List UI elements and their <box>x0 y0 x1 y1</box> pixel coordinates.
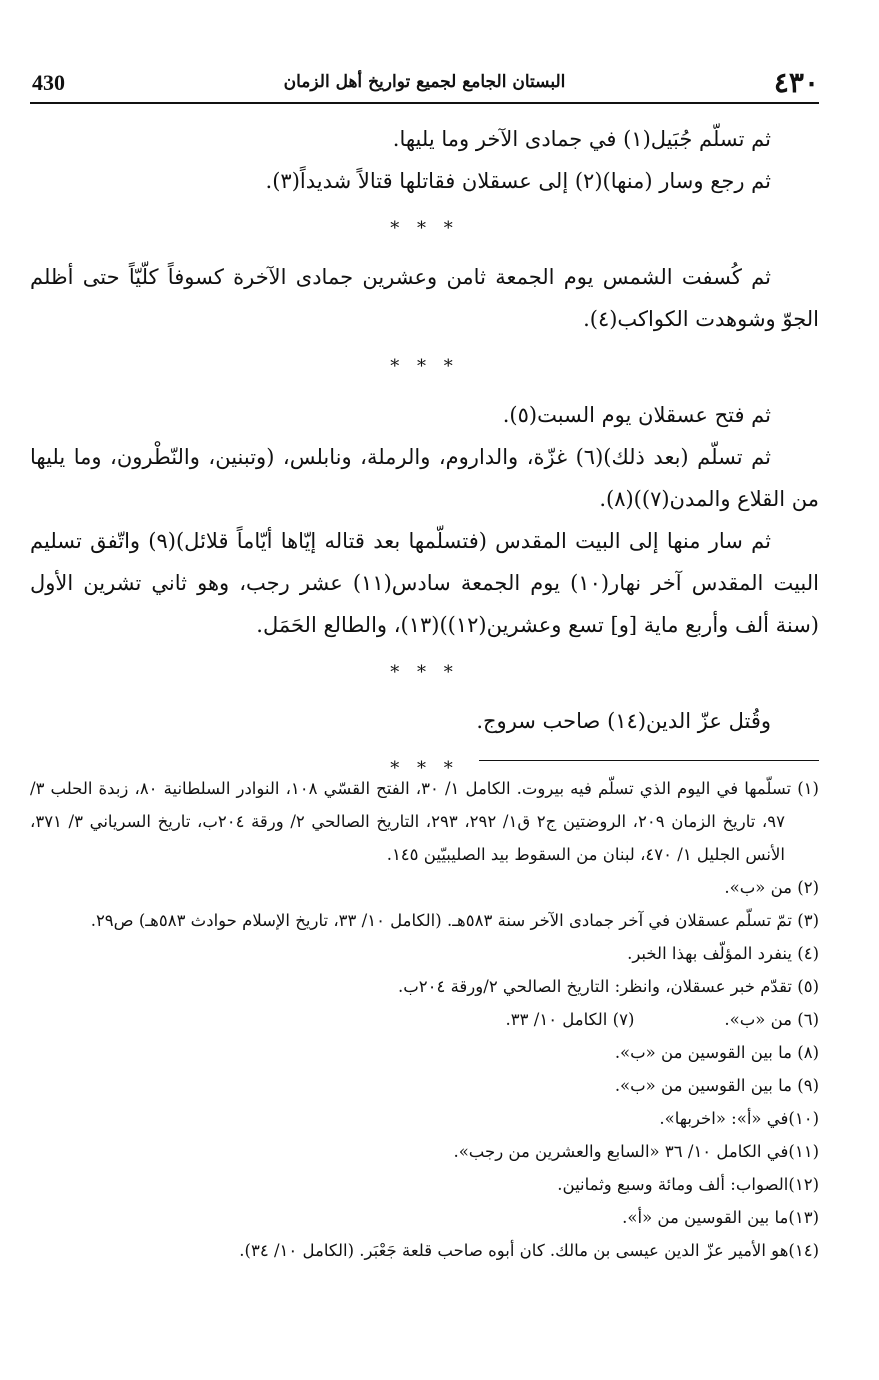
footnote-rule <box>479 760 819 761</box>
paragraph-4: ثم فتح عسقلان يوم السبت(٥). <box>502 403 771 427</box>
paragraph-5: ثم تسلّم (بعد ذلك)(٦) غزّة، والداروم، والرملة، ونابلس، (وتبنين، والنّطْرون، وما يليها من القلاع والمدن(٧))(٨). <box>30 445 819 511</box>
footnote-2: (٢) من «ب». <box>724 878 819 897</box>
footnote-11: (١١)في الكامل ١٠/ ٣٦ «السابع والعشرين من رجب». <box>453 1142 819 1161</box>
footnote-4: (٤) ينفرد المؤلّف بهذا الخبر. <box>627 944 819 963</box>
section-separator: * * * <box>390 356 459 377</box>
footnote-5: (٥) تقدّم خبر عسقلان، وانظر: التاريخ الصالحي ٢/ورقة ٢٠٤ب. <box>397 977 819 996</box>
section-separator: * * * <box>390 662 459 683</box>
section-separator: * * * <box>390 218 459 239</box>
footnote-12: (١٢)الصواب: ألف ومائة وسبع وثمانين. <box>557 1175 819 1194</box>
footnotes <box>30 772 819 1267</box>
footnote-8: (٨) ما بين القوسين من «ب». <box>614 1043 819 1062</box>
footnote-6: (٦) من «ب». <box>724 1010 819 1029</box>
paragraph-1: ثم تسلّم جُبَيل(١) في جمادى الآخر وما يليها. <box>392 127 771 151</box>
section-separator: * * * <box>390 758 459 779</box>
paragraph-6: ثم سار منها إلى البيت المقدس (فتسلّمها بعد قتاله إيّاها أيّاماً قلائل)(٩) واتّفق تسليم البيت المقدس آخر نهار(١٠) يوم الجمعة سادس(١١) عشر رجب، وهو ثاني تشرين الأول (سنة ألف وأربع ماية [و] تسع وعشرين(١٢))(١٣)، والطالع الحَمَل. <box>30 529 820 637</box>
running-title: البستان الجامع لجميع تواريخ أهل الزمان <box>283 72 566 92</box>
main-text <box>30 118 819 796</box>
page-number-latin: 430 <box>32 70 65 95</box>
footnote-1: (١) تسلّمها في اليوم الذي تسلّم فيه بيروت. الكامل ١/ ٣٠، الفتح القسّي ١٠٨، النوادر السلطانية ٨٠، زبدة الحلب ٣/ ٩٧، تاريخ الزمان ٢٠٩، الروضتين ج٢ ق١/ ٢٩٢، ٢٩٣، التاريخ الصالحي ٢/ ورقة ٢٠٤ب، تاريخ السرياني ٣/ ٣٧١، الأنس الجليل ١/ ٤٧٠، لبنان من السقوط بيد الصليبيّين ١٤٥. <box>30 779 819 864</box>
footnote-9: (٩) ما بين القوسين من «ب». <box>614 1076 819 1095</box>
paragraph-7: وقُتل عزّ الدين(١٤) صاحب سروج. <box>476 709 771 733</box>
page-header <box>30 62 819 104</box>
footnote-10: (١٠)في «أ»: «اخربها». <box>659 1109 819 1128</box>
paragraph-2: ثم رجع وسار (منها)(٢) إلى عسقلان فقاتلها قتالاً شديداً(٣). <box>265 169 771 193</box>
footnote-3: (٣) تمّ تسلّم عسقلان في آخر جمادى الآخر سنة ٥٨٣هـ. (الكامل ١٠/ ٣٣، تاريخ الإسلام حوادث ٥٨٣هـ) ص٢٩. <box>90 911 819 930</box>
footnote-7: (٧) الكامل ١٠/ ٣٣. <box>505 1010 635 1029</box>
page-number-arabic: ٤٣٠ <box>773 66 819 99</box>
footnote-pair <box>30 1003 819 1036</box>
footnote-14: (١٤)هو الأمير عزّ الدين عيسى بن مالك. كان أبوه صاحب قلعة جَعْبَر. (الكامل ١٠/ ٣٤). <box>239 1241 819 1260</box>
footnote-13: (١٣)ما بين القوسين من «أ». <box>622 1208 819 1227</box>
paragraph-3: ثم كُسفت الشمس يوم الجمعة ثامن وعشرين جمادى الآخرة كسوفاً كلّيّاً حتى أظلم الجوّ وشوهدت الكواكب(٤). <box>30 265 819 331</box>
